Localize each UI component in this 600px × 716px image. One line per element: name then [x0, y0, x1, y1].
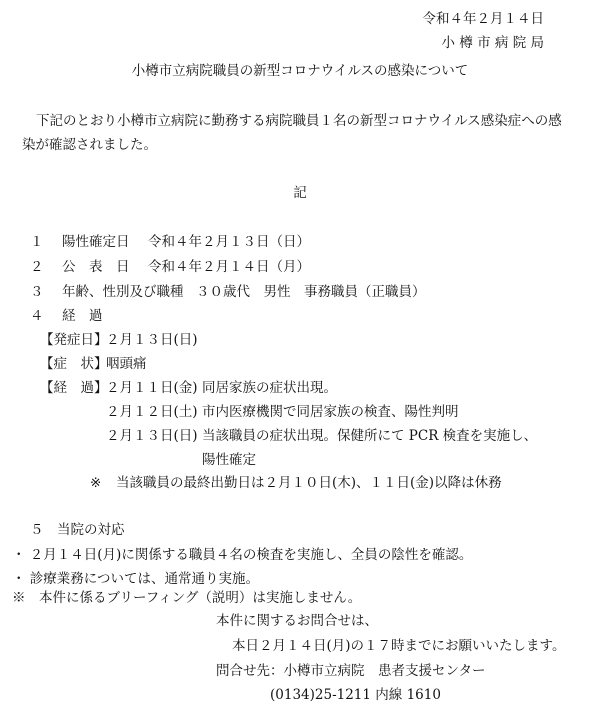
onset-date: ２月１３日(日) [106, 332, 198, 348]
contact-deadline: 本日２月１４日(月)の１７時までにお願いいたします。 [232, 638, 566, 654]
course-text-3: 当該職員の症状出現。保健所にて PCR 検査を実施し、 [202, 428, 538, 444]
item-value: ３０歳代 男性 事務職員（正職員） [196, 284, 426, 300]
document-title: 小樽市立病院職員の新型コロナウイルスの感染について [131, 63, 469, 79]
course-text-3-cont: 陽性確定 [202, 452, 256, 468]
response-bullet-1: ・ ２月１４日(月)に関係する職員４名の検査を実施し、全員の陰性を確認。 [12, 547, 473, 563]
symptom-value: 咽頭痛 [106, 356, 147, 372]
item-number: ２ [30, 259, 44, 275]
item-label: 年齢、性別及び職種 [62, 284, 184, 300]
item-label: 公 表 日 [62, 259, 130, 275]
item-number: ３ [30, 284, 44, 300]
item-number: １ [30, 234, 44, 250]
note-text: 当該職員の最終出勤日は２月１０日(木)、１１日(金)以降は休務 [116, 475, 502, 491]
course-text-2: 市内医療機関で同居家族の検査、陽性判明 [202, 404, 459, 420]
item-value: 令和４年２月１３日（日） [148, 234, 310, 250]
ki-heading: 記 [293, 185, 307, 201]
item-label: 経 過 [62, 308, 103, 324]
intro-line-1: 下記のとおり小樽市立病院に勤務する病院職員１名の新型コロナウイルス感染症への感 [36, 113, 562, 129]
course-date-3: ２月１３日(日) [106, 428, 198, 444]
intro-line-2: 染が確認されました。 [22, 137, 157, 153]
response-heading: ５ 当院の対応 [30, 522, 125, 538]
document-date: 令和４年２月１４日 [422, 11, 544, 27]
note-mark: ※ [90, 475, 102, 491]
course-tag: 【経 過】 [40, 380, 108, 396]
response-note: ※ 本件に係るブリーフィング（説明）は実施しません。 [12, 590, 362, 606]
item-value: 令和４年２月１４日（月） [148, 259, 310, 275]
contact-place: 問合せ先：小樽市立病院 患者支援センター [216, 663, 486, 679]
symptom-tag: 【症 状】 [40, 356, 108, 372]
onset-tag: 【発症日】 [40, 332, 108, 348]
course-text-1: 同居家族の症状出現。 [202, 380, 337, 396]
issuer: 小 樽 市 病 院 局 [441, 35, 544, 51]
course-date-1: ２月１１日(金) [106, 380, 198, 396]
contact-intro: 本件に関するお問合せは、 [216, 613, 378, 629]
contact-phone: (0134)25-1211 内線 1610 [270, 687, 441, 703]
item-label: 陽性確定日 [62, 234, 130, 250]
course-date-2: ２月１２日(土) [106, 404, 198, 420]
response-bullet-2: ・ 診療業務については、通常通り実施。 [12, 571, 260, 587]
item-number: ４ [30, 308, 44, 324]
